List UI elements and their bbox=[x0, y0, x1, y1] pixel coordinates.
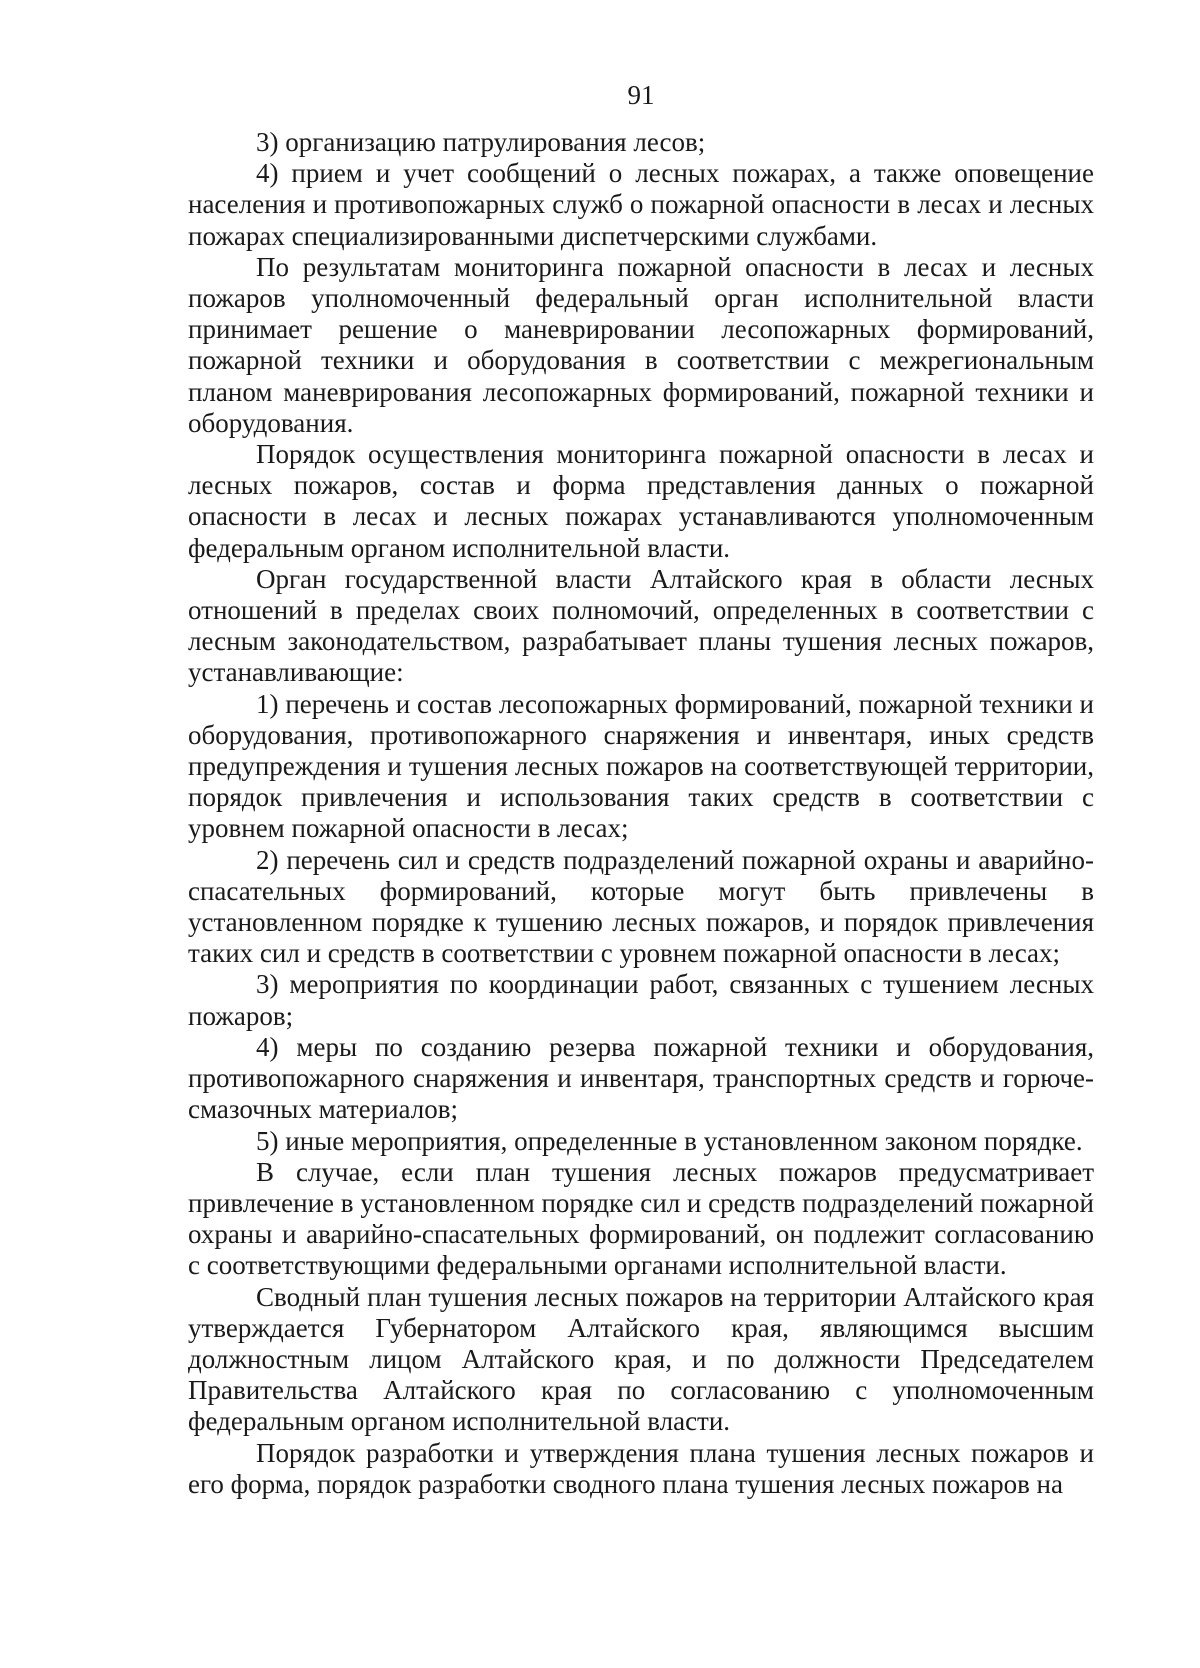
paragraph: 3) мероприятия по координации работ, связанных с тушением лесных пожаров; bbox=[188, 969, 1094, 1031]
page-number: 91 bbox=[627, 80, 655, 110]
paragraph: 3) организацию патрулирования лесов; bbox=[256, 127, 706, 157]
paragraph: 2) перечень сил и средств подразделений пожарной охраны и аварийно-спасательных формирований, которые могут быть привлечены в установленном порядке к тушению лесных пожаров, и порядок привлечения таких сил и средств в соответствии с уровнем пожарной опасности в лесах; bbox=[188, 844, 1094, 969]
paragraph: 4) прием и учет сообщений о лесных пожарах, а также оповещение населения и противопожарных служб о пожарной опасности в лесах и лесных пожарах специализированными диспетчерскими службами. bbox=[188, 158, 1094, 251]
paragraph: 4) меры по созданию резерва пожарной техники и оборудования, противопожарного снаряжения и инвентаря, транспортных средств и горюче-смазочных материалов; bbox=[188, 1031, 1094, 1125]
paragraph: Порядок осуществления мониторинга пожарной опасности в лесах и лесных пожаров, состав и форма представления данных о пожарной опасности в лесах и лесных пожарах устанавливаются уполномоченным федеральным органом исполнительной власти. bbox=[188, 439, 1094, 563]
paragraph: Порядок разработки и утверждения плана тушения лесных пожаров и его форма, порядок разработки сводного плана тушения лесных пожаров на bbox=[188, 1437, 1094, 1499]
paragraph: 5) иные мероприятия, определенные в установленном законом порядке. bbox=[256, 1125, 1083, 1156]
paragraph: По результатам мониторинга пожарной опасности в лесах и лесных пожаров уполномоченный федеральный орган исполнительной власти принимает решение о маневрировании лесопожарных формирований, пожарной техники и оборудования в соответствии с межрегиональным планом маневрирования лесопожарных формирований, пожарной техники и оборудования. bbox=[188, 251, 1094, 438]
paragraph: В случае, если план тушения лесных пожаров предусматривает привлечение в установленном порядке сил и средств подразделений пожарной охраны и аварийно-спасательных формирований, он подлежит согласованию с соответствующими федеральными органами исполнительной власти. bbox=[188, 1156, 1094, 1281]
paragraph: Орган государственной власти Алтайского края в области лесных отношений в пределах своих полномочий, определенных в соответствии с лесным законодательством, разрабатывает планы тушения лесных пожаров, устанавливающие: bbox=[188, 563, 1094, 688]
paragraph: 1) перечень и состав лесопожарных формирований, пожарной техники и оборудования, противопожарного снаряжения и инвентаря, иных средств предупреждения и тушения лесных пожаров на соответствующей территории, порядок привлечения и использования таких средств в соответствии с уровнем пожарной опасности в лесах; bbox=[188, 688, 1094, 844]
paragraph: Сводный план тушения лесных пожаров на территории Алтайского края утверждается Губернатором Алтайского края, являющимся высшим должностным лицом Алтайского края, и по должности Председателем Правительства Алтайского края по согласованию с уполномоченным федеральным органом исполнительной власти. bbox=[188, 1281, 1094, 1437]
document-body bbox=[188, 127, 1094, 1500]
